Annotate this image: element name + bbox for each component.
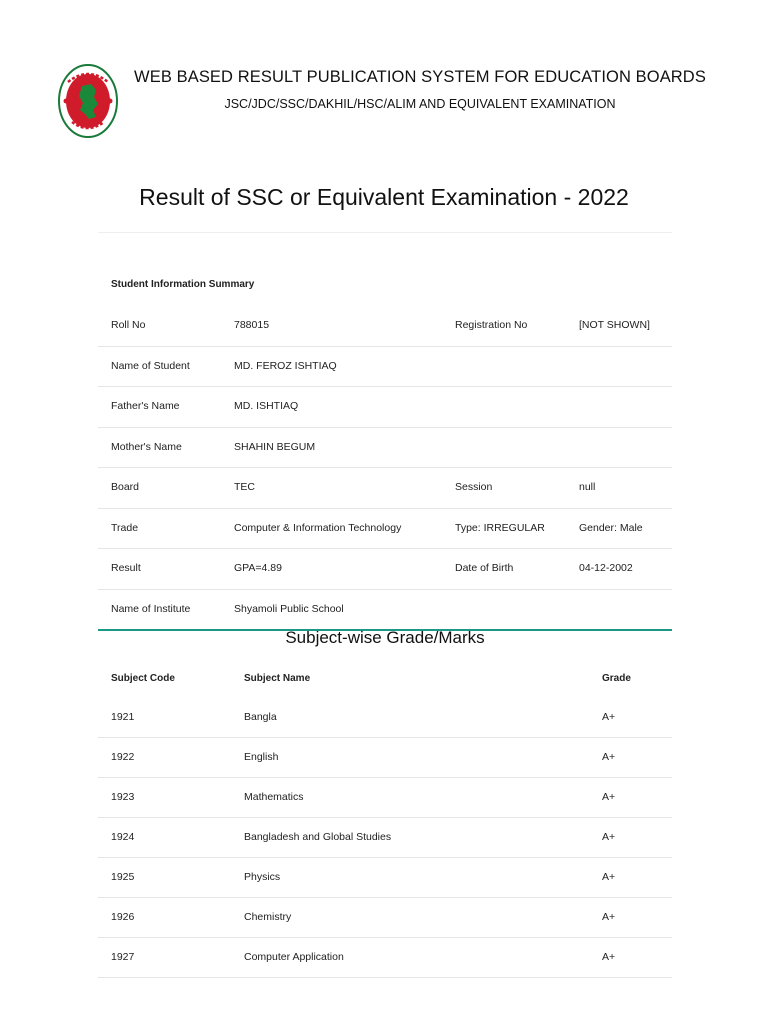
table-row xyxy=(98,778,672,818)
subject-name: English xyxy=(244,751,279,763)
subject-name: Mathematics xyxy=(244,791,304,803)
subject-code: 1922 xyxy=(111,751,135,763)
table-row xyxy=(98,590,672,632)
info-label: Type: IRREGULAR xyxy=(455,521,545,534)
system-subtitle: JSC/JDC/SSC/DAKHIL/HSC/ALIM AND EQUIVALENT EXAMINATION xyxy=(224,97,616,111)
table-row xyxy=(98,938,672,978)
subject-name: Computer Application xyxy=(244,951,344,963)
page-title: Result of SSC or Equivalent Examination - 2022 xyxy=(139,184,629,210)
info-label: Result xyxy=(111,562,141,574)
info-label: Mother's Name xyxy=(111,440,182,453)
info-value: 04-12-2002 xyxy=(579,562,633,574)
table-header xyxy=(98,659,672,698)
info-value: 788015 xyxy=(234,319,270,331)
table-row xyxy=(98,306,672,347)
info-value: null xyxy=(579,481,596,493)
info-value: TEC xyxy=(234,481,255,493)
subjects-heading: Subject-wise Grade/Marks xyxy=(285,628,485,647)
table-row xyxy=(98,428,672,469)
divider xyxy=(98,232,672,233)
info-value: MD. ISHTIAQ xyxy=(234,400,299,412)
info-label: Father's Name xyxy=(111,400,180,412)
column-header-grade: Grade xyxy=(602,673,631,684)
subject-grade: A+ xyxy=(602,951,616,963)
column-header-name: Subject Name xyxy=(244,673,311,684)
table-row xyxy=(98,549,672,590)
subject-name: Bangla xyxy=(244,711,277,723)
table-row xyxy=(98,818,672,858)
info-label: Name of Institute xyxy=(111,602,191,615)
subject-grade: A+ xyxy=(602,751,616,763)
student-info-table xyxy=(98,264,672,631)
table-row xyxy=(98,738,672,778)
info-value: Gender: Male xyxy=(579,521,643,534)
table-row xyxy=(98,387,672,428)
info-label: Board xyxy=(111,481,140,493)
info-label: Date of Birth xyxy=(455,562,514,574)
subject-code: 1925 xyxy=(111,871,135,883)
government-seal-logo xyxy=(58,64,118,138)
subject-grade: A+ xyxy=(602,911,616,923)
subject-name: Bangladesh and Global Studies xyxy=(244,831,392,843)
table-row xyxy=(98,509,672,550)
info-value: [NOT SHOWN] xyxy=(579,319,650,331)
subject-name: Physics xyxy=(244,871,281,883)
info-value: SHAHIN BEGUM xyxy=(234,440,316,453)
subject-name: Chemistry xyxy=(244,911,292,923)
subject-code: 1923 xyxy=(111,791,135,803)
table-row xyxy=(98,468,672,509)
info-label: Registration No xyxy=(455,319,528,331)
table-row xyxy=(98,858,672,898)
subject-grade: A+ xyxy=(602,791,616,803)
subject-grade: A+ xyxy=(602,711,616,723)
info-label: Roll No xyxy=(111,319,146,331)
info-value: Shyamoli Public School xyxy=(234,602,344,615)
info-label: Name of Student xyxy=(111,359,190,372)
info-value: MD. FEROZ ISHTIAQ xyxy=(234,359,337,372)
student-info-heading: Student Information Summary xyxy=(111,279,255,290)
subjects-table xyxy=(98,659,672,978)
info-label: Session xyxy=(455,481,493,493)
info-value: GPA=4.89 xyxy=(234,562,282,574)
subject-grade: A+ xyxy=(602,871,616,883)
table-row xyxy=(98,347,672,388)
subject-code: 1921 xyxy=(111,711,135,723)
subject-code: 1926 xyxy=(111,911,135,923)
column-header-code: Subject Code xyxy=(111,673,175,684)
info-label: Trade xyxy=(111,521,139,534)
subject-grade: A+ xyxy=(602,831,616,843)
system-title: WEB BASED RESULT PUBLICATION SYSTEM FOR EDUCATION BOARDS xyxy=(134,68,706,86)
table-row xyxy=(98,898,672,938)
subject-code: 1927 xyxy=(111,951,135,963)
subject-code: 1924 xyxy=(111,831,135,843)
info-value: Computer & Information Technology xyxy=(234,521,402,534)
table-row xyxy=(98,698,672,738)
